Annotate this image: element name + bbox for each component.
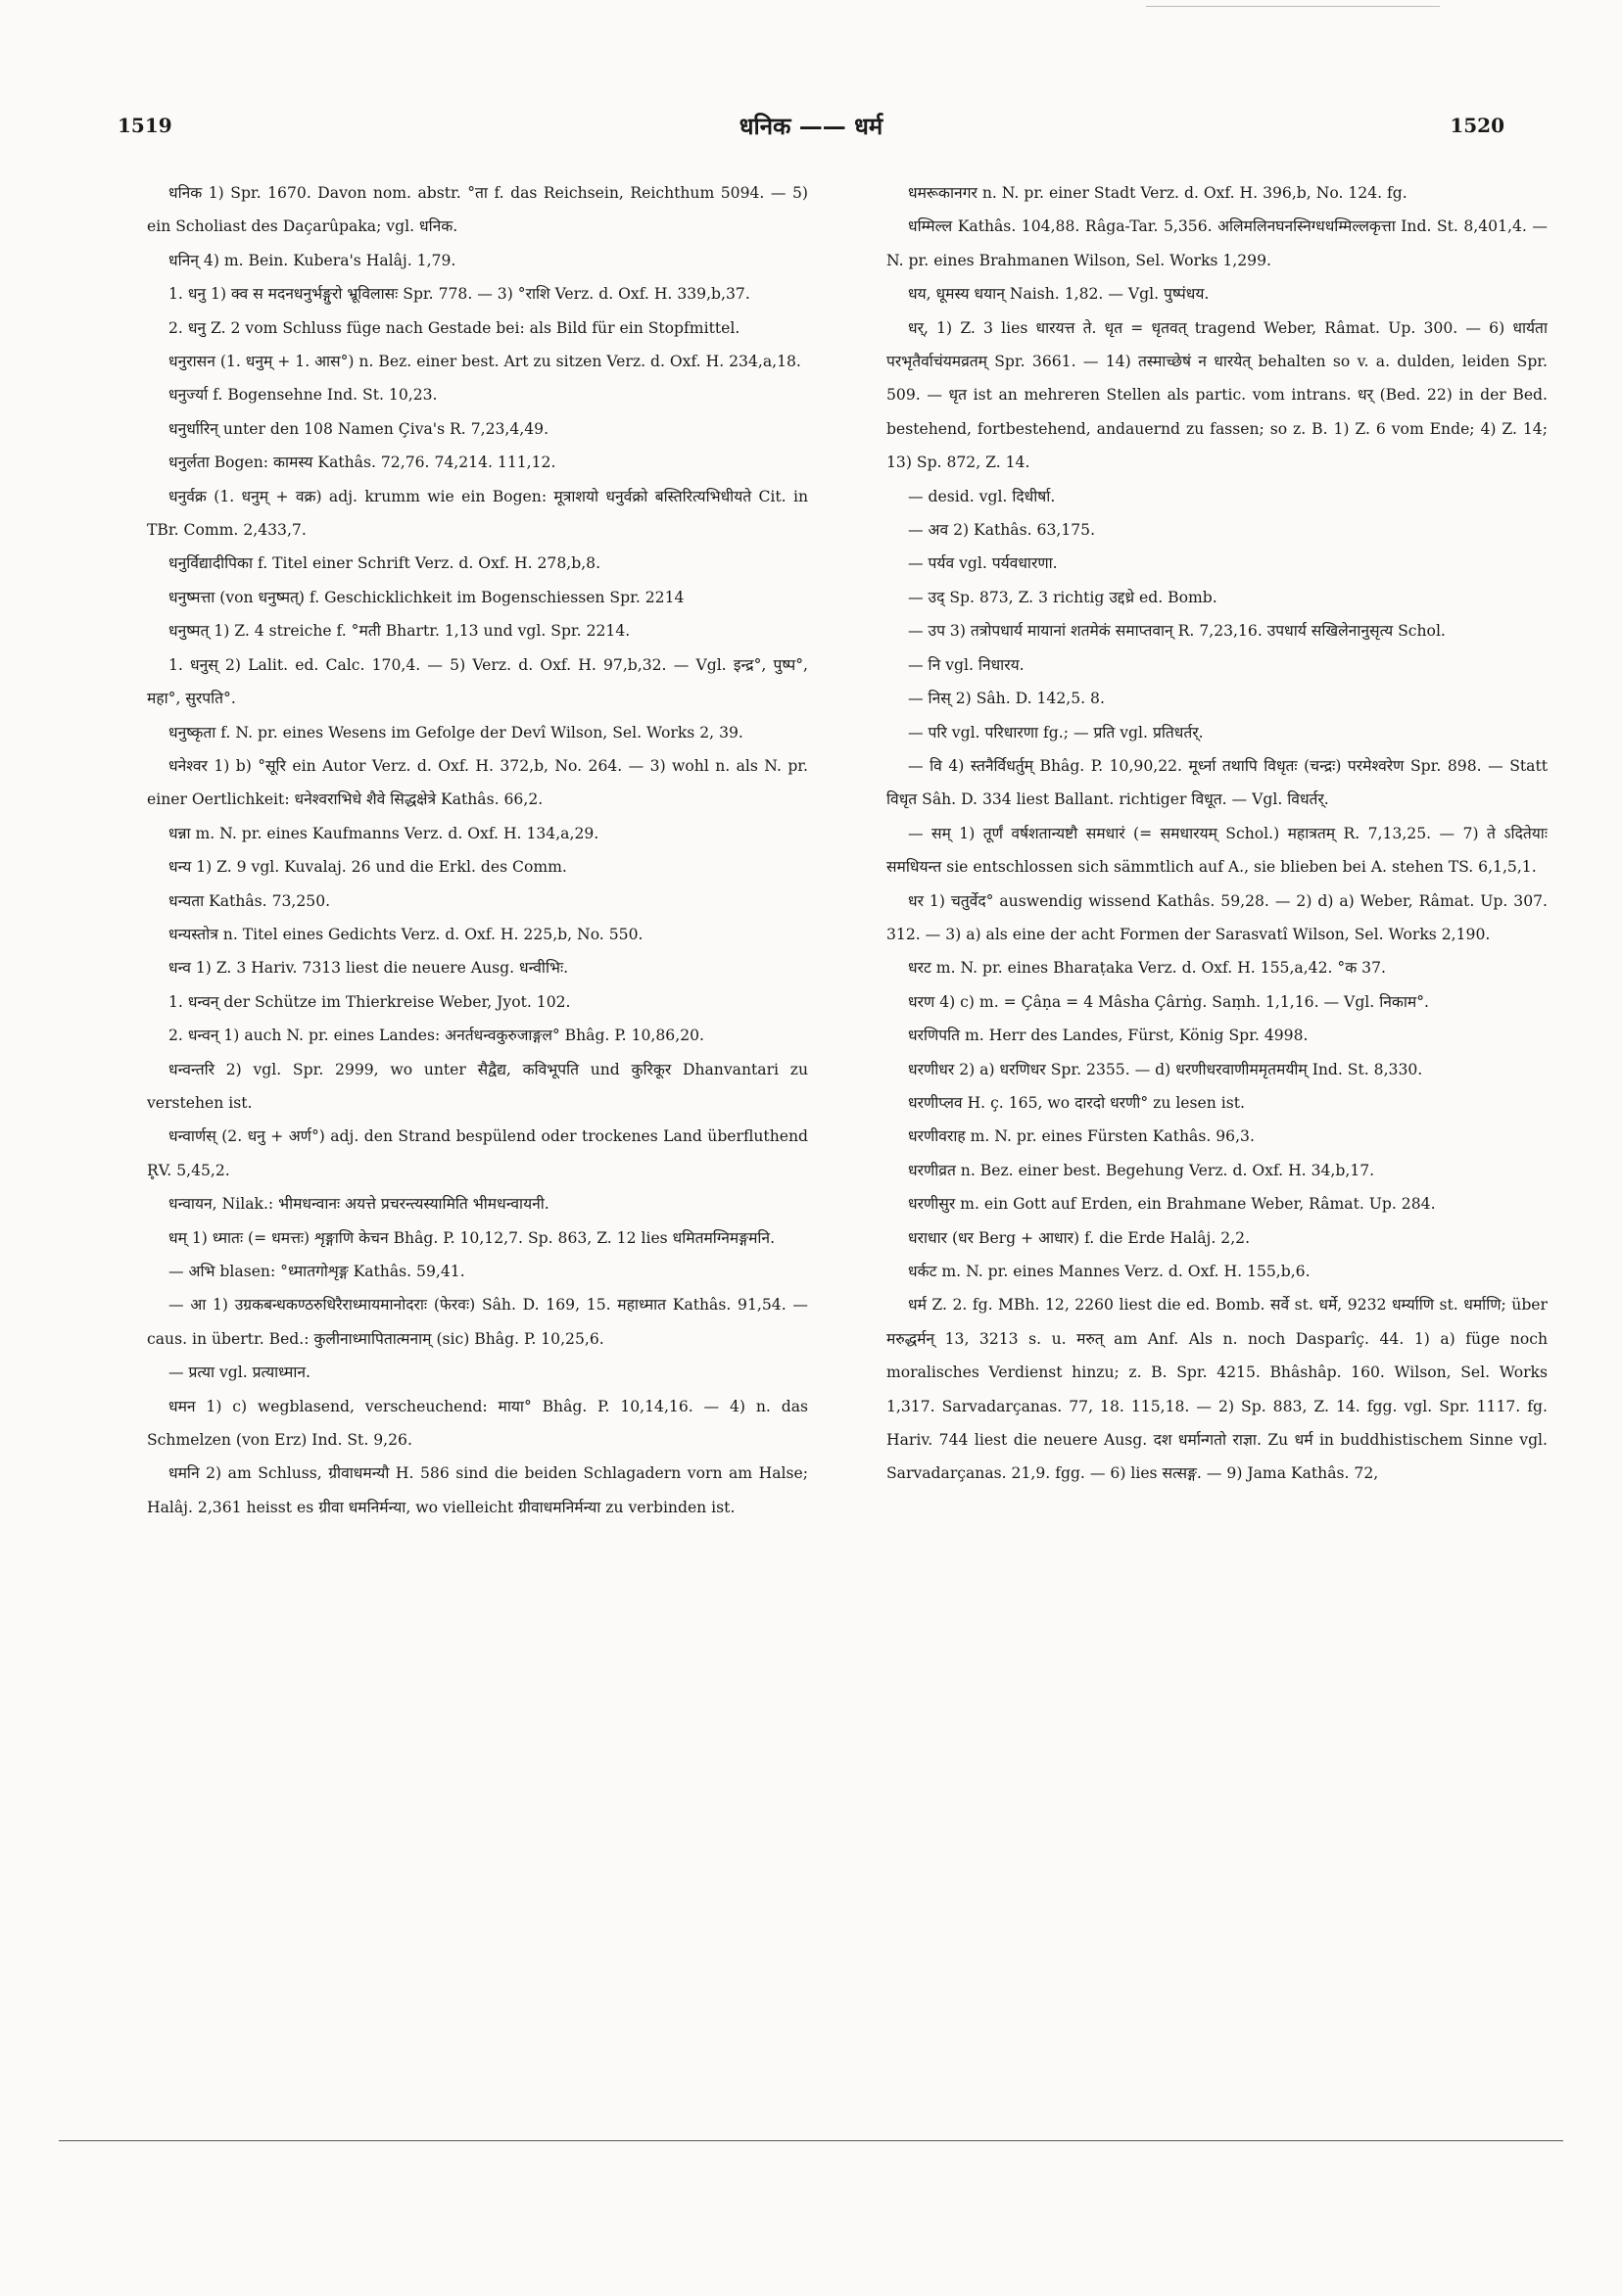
dictionary-entry: 2. धन्वन् 1) auch N. pr. eines Landes: अनर्तधन्वकुरुजाङ्गल° Bhâg. P. 10,86,20.	[168, 1027, 704, 1045]
dictionary-entry: धरण 4) c) m. = Çâṇa = 4 Mâsha Çârṅg. Saṃh. 1,1,16. — Vgl. निकाम°.	[908, 992, 1429, 1011]
dictionary-entry: 2. धनु Z. 2 vom Schluss füge nach Gestade bei: als Bild für ein Stopfmittel.	[168, 318, 740, 337]
dictionary-entry: धम् 1) ध्मातः (= धमत्तः) शृङ्गाणि केचन Bhâg. P. 10,12,7. Sp. 863, Z. 12 lies धमितमग्निमङ्गमनि.	[168, 1228, 776, 1247]
left-page-number: 1519	[118, 114, 172, 137]
dictionary-entry: धन्व 1) Z. 3 Hariv. 7313 liest die neuere Ausg. धन्वीभिः.	[168, 959, 569, 978]
dictionary-entry: — सम् 1) तूर्णं वर्षशतान्यष्टौ समधारं (= समधारयम् Schol.) महात्रतम् R. 7,13,25. — 7) ते ऽदितेयाः समधियन्त sie entschlossen sich sämmtlich auf A., sie blieben bei A. stehen TS. 6,1,5,1.	[886, 824, 1548, 877]
dictionary-entry: धन्वन्तरि 2) vgl. Spr. 2999, wo unter सैद्वैद्य, कविभूपति und कुरिकूर Dhanvantari zu verstehen ist.	[147, 1060, 808, 1112]
dictionary-entry: धरणीसुर m. ein Gott auf Erden, ein Brahmane Weber, Râmat. Up. 284.	[908, 1195, 1436, 1214]
dictionary-entry: — निस् 2) Sâh. D. 142,5. 8.	[908, 690, 1105, 708]
dictionary-entry: धमरूकानगर n. N. pr. einer Stadt Verz. d. Oxf. H. 396,b, No. 124. fg.	[908, 184, 1407, 202]
dictionary-entry: — पर्यव vgl. पर्यवधारणा.	[908, 554, 1058, 573]
left-column	[147, 176, 808, 2126]
dictionary-columns	[147, 176, 1548, 2126]
dictionary-entry: धनुष्मत् 1) Z. 4 streiche f. °मती Bhartr. 1,13 und vgl. Spr. 2214.	[168, 622, 631, 641]
top-edge-rule	[1146, 6, 1440, 7]
dictionary-entry: धर 1) चतुर्वेद° auswendig wissend Kathâs. 59,28. — 2) d) a) Weber, Râmat. Up. 307. 312. — 3) a) als eine der acht Formen der Sarasvatî Wilson, Sel. Works 2,190.	[886, 891, 1548, 943]
dictionary-entry: धरणीव्रत n. Bez. einer best. Begehung Verz. d. Oxf. H. 34,b,17.	[908, 1161, 1375, 1179]
dictionary-entry: धर्, 1) Z. 3 lies धारयत्त ते. धृत = धृतवत् tragend Weber, Râmat. Up. 300. — 6) धार्यता परभृतैर्वाचंयमव्रतम् Spr. 3661. — 14) तस्माच्छेषं न धारयेत् behalten so v. a. dulden, leiden Spr. 509. — धृत ist an mehreren Stellen als partic. vom intrans. धर् (Bed. 22) in der Bed. bestehend, fortbestehend, andauernd zu fassen; so z. B. 1) Z. 6 vom Ende; 4) Z. 14; 13) Sp. 872, Z. 14.	[886, 318, 1548, 472]
dictionary-entry: धन्यस्तोत्र n. Titel eines Gedichts Verz. d. Oxf. H. 225,b, No. 550.	[168, 925, 644, 943]
dictionary-entry: धर्कट m. N. pr. eines Mannes Verz. d. Oxf. H. 155,b,6.	[908, 1263, 1311, 1280]
right-page-number: 1520	[1450, 114, 1504, 137]
dictionary-entry: धन्वायन, Nilak.: भीमधन्वानः अयत्ते प्रचरन्त्यस्यामिति भीमधन्वायनी.	[168, 1195, 549, 1214]
dictionary-entry: धमनि 2) am Schluss, ग्रीवाधमन्यौ H. 586 sind die beiden Schlagadern vorn am Halse; Halâj. 2,361 heisst es ग्रीवा धमनिर्मन्या, wo vielleicht ग्रीवाधमनिर्मन्या zu verbinden ist.	[147, 1464, 808, 1516]
dictionary-entry: — अभि blasen: °ध्मातगोशृङ्ग Kathâs. 59,41.	[168, 1263, 465, 1280]
dictionary-entry: धनिक 1) Spr. 1670. Davon nom. abstr. °ता f. das Reichsein, Reichthum 5094. — 5) ein Scholiast des Daçarûpaka; vgl. धनिक.	[147, 184, 808, 236]
dictionary-entry: धनुष्कृता f. N. pr. eines Wesens im Gefolge der Devî Wilson, Sel. Works 2, 39.	[168, 723, 743, 741]
footer-rule	[59, 2140, 1563, 2141]
dictionary-entry: धन्य 1) Z. 9 vgl. Kuvalaj. 26 und die Erkl. des Comm.	[168, 858, 567, 877]
dictionary-entry: — अव 2) Kathâs. 63,175.	[908, 521, 1096, 540]
dictionary-entry: धनुर्लता Bogen: कामस्य Kathâs. 72,76. 74,214. 111,12.	[168, 454, 556, 472]
dictionary-entry: — आ 1) उग्रकबन्धकण्ठरुधिरैराध्मायमानोदराः (फेरवः) Sâh. D. 169, 15. महाध्मात Kathâs. 91,54. — caus. in übertr. Bed.: कुलीनाध्मापितात्मनाम् (sic) Bhâg. P. 10,25,6.	[147, 1296, 808, 1348]
dictionary-entry: धनुष्मत्ता (von धनुष्मत्) f. Geschicklichkeit im Bogenschiessen Spr. 2214	[168, 588, 685, 606]
dictionary-entry: 1. धनु 1) क्व स मदनधनुर्भङ्गुरो भ्रूविलासः Spr. 778. — 3) °राशि Verz. d. Oxf. H. 339,b,37.	[168, 285, 750, 304]
dictionary-entry: धनुर्विद्यादीपिका f. Titel einer Schrift Verz. d. Oxf. H. 278,b,8.	[168, 554, 601, 573]
dictionary-entry: धरणीधर 2) a) धरणिधर Spr. 2355. — d) धरणीधरवाणीममृतमयीम् Ind. St. 8,330.	[908, 1060, 1423, 1078]
dictionary-entry: धन्ना m. N. pr. eines Kaufmanns Verz. d. Oxf. H. 134,a,29.	[168, 824, 599, 842]
dictionary-entry: 1. धन्वन् der Schütze im Thierkreise Weber, Jyot. 102.	[168, 992, 571, 1011]
dictionary-entry: धरणीप्लव H. ç. 165, wo दारदो धरणी° zu lesen ist.	[908, 1093, 1245, 1112]
dictionary-entry: धन्वार्णस् (2. धनु + अर्ण°) adj. den Strand bespülend oder trockenes Land überfluthend R̥V. 5,45,2.	[147, 1127, 808, 1179]
dictionary-entry: धमन 1) c) wegblasend, verscheuchend: माया° Bhâg. P. 10,14,16. — 4) n. das Schmelzen (von Erz) Ind. St. 9,26.	[147, 1397, 808, 1450]
dictionary-entry: धय, धूमस्य धयान् Naish. 1,82. — Vgl. पुष्पंधय.	[908, 285, 1210, 304]
dictionary-entry: — नि vgl. निधारय.	[908, 655, 1025, 674]
dictionary-entry: धरणीवराह m. N. pr. eines Fürsten Kathâs. 96,3.	[908, 1127, 1255, 1146]
right-column	[886, 176, 1548, 2126]
dictionary-entry: — desid. vgl. दिधीर्षा.	[908, 487, 1056, 505]
dictionary-entry: — उप 3) तत्रोपधार्य मायानां शतमेकं समाप्तवान् R. 7,23,16. उपधार्य सखिलेनानुसृत्य Schol.	[908, 622, 1446, 641]
dictionary-entry: धनुर्ज्या f. Bogensehne Ind. St. 10,23.	[168, 386, 438, 405]
dictionary-entry: — वि 4) स्तनैर्विधर्तुम् Bhâg. P. 10,90,22. मूर्ध्ना तथापि विधृतः (चन्द्रः) परमेश्वरेण Spr. 898. — Statt विधृत Sâh. D. 334 liest Ballant. richtiger विधूत. — Vgl. विधर्तर्.	[886, 756, 1548, 809]
dictionary-entry: 1. धनुस् 2) Lalit. ed. Calc. 170,4. — 5) Verz. d. Oxf. H. 97,b,32. — Vgl. इन्द्र°, पुष्प°, महा°, सुरपति°.	[147, 655, 808, 708]
dictionary-entry: धन्यता Kathâs. 73,250.	[168, 891, 331, 910]
dictionary-entry: धनेश्वर 1) b) °सूरि ein Autor Verz. d. Oxf. H. 372,b, No. 264. — 3) wohl n. als N. pr. einer Oertlichkeit: धनेश्वराभिधे शैवे सिद्धक्षेत्रे Kathâs. 66,2.	[147, 756, 808, 809]
dictionary-entry: धराधार (धर Berg + आधार) f. die Erde Halâj. 2,2.	[908, 1228, 1251, 1247]
dictionary-entry: — उद् Sp. 873, Z. 3 richtig उद्दध्रे ed. Bomb.	[908, 588, 1217, 606]
dictionary-entry: — परि vgl. परिधारणा fg.; — प्रति vgl. प्रतिधर्तर्.	[908, 723, 1204, 741]
dictionary-entry: धनिन् 4) m. Bein. Kubera's Halâj. 1,79.	[168, 251, 456, 269]
dictionary-entry: धर्म Z. 2. fg. MBh. 12, 2260 liest die ed. Bomb. सर्वे st. धर्मे, 9232 धर्म्याणि st. धर्माणि; über मरुद्धर्मन् 13, 3213 s. u. मरुत् am Anf. Als n. noch Dasparîç. 44. 1) a) füge noch moralisches Verdienst hinzu; z. B. Spr. 4215. Bhâshâp. 160. Wilson, Sel. Works 1,317. Sarvadarçanas. 77, 18. 115,18. — 2) Sp. 883, Z. 14. fgg. vgl. Spr. 1117. fg. Hariv. 744 liest die neuere Ausg. दश धर्मान्गतो राज्ञा. Zu धर्म in buddhistischem Sinne vgl. Sarvadarçanas. 21,9. fgg. — 6) lies सत्सङ्ग. — 9) Jama Kathâs. 72,	[886, 1296, 1548, 1483]
page-header	[118, 110, 1504, 149]
dictionary-entry: धनुर्धारिन् unter den 108 Namen Çiva's R. 7,23,4,49.	[168, 419, 549, 438]
dictionary-entry: धनुरासन (1. धनुम् + 1. आस°) n. Bez. einer best. Art zu sitzen Verz. d. Oxf. H. 234,a,18.	[168, 353, 801, 371]
dictionary-entry: धम्मिल्ल Kathâs. 104,88. Râga-Tar. 5,356. अलिमलिनघनस्निग्धधम्मिल्लकृत्ता Ind. St. 8,401,4. — N. pr. eines Brahmanen Wilson, Sel. Works 1,299.	[886, 217, 1548, 269]
dictionary-entry: धरणिपति m. Herr des Landes, Fürst, König Spr. 4998.	[908, 1027, 1309, 1045]
dictionary-entry: — प्रत्या vgl. प्रत्याध्मान.	[168, 1363, 310, 1382]
dictionary-entry: धरट m. N. pr. eines Bharaṭaka Verz. d. Oxf. H. 155,a,42. °क 37.	[908, 959, 1386, 978]
running-head: धनिक —— धर्म	[739, 112, 883, 140]
dictionary-entry: धनुर्वक्र (1. धनुम् + वक्र) adj. krumm wie ein Bogen: मूत्राशयो धनुर्वक्रो बस्तिरित्यभिधीयते Cit. in TBr. Comm. 2,433,7.	[147, 487, 808, 540]
